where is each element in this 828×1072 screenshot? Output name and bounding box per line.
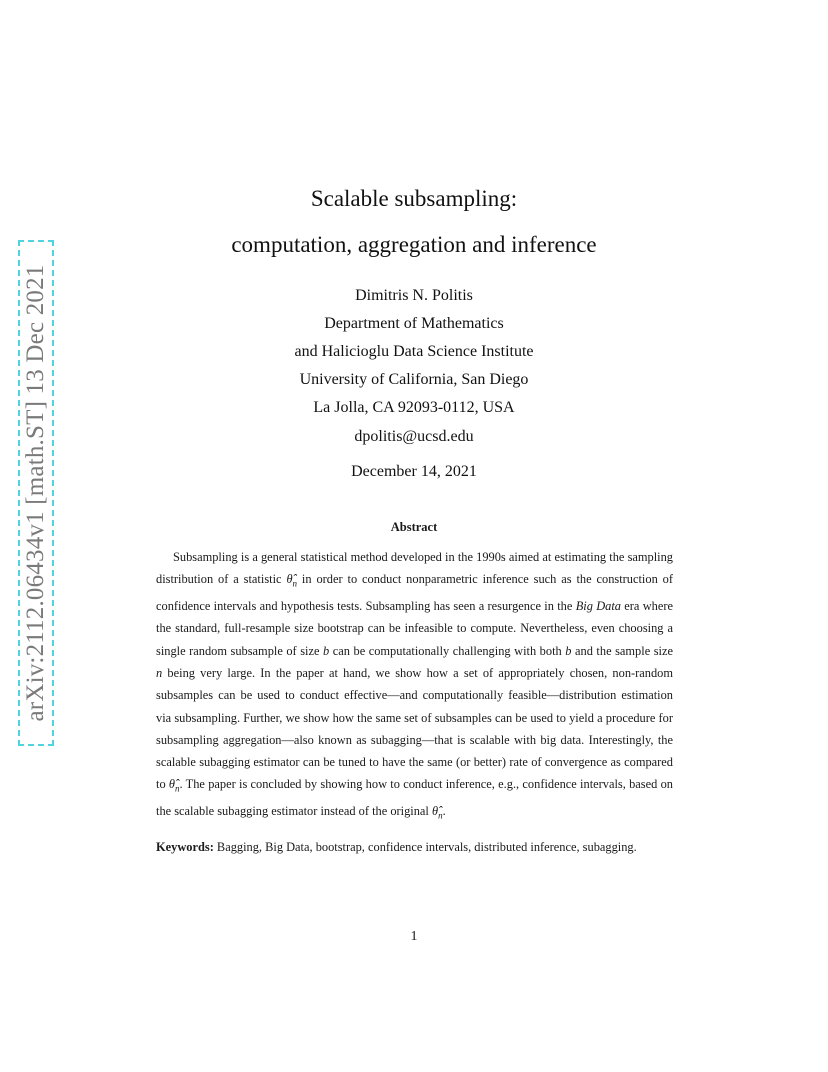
keywords-paragraph xyxy=(156,836,673,858)
abstract-text: Subsampling is a general statistical method developed in the 1990s aimed at estimating the sampling distribution of a statistic $\thetâ_n$ in order to conduct nonparametric inference such as the construction of confidence intervals and hypothesis tests. Subsampling has seen a resurgence in the Big Data era where the standard, full-resample size bootstrap can be infeasible to compute. Nevertheless, even choosing a single random subsample of size b can be computationally challenging with both b and the sample size n being very large. In the paper at hand, we show how a set of appropriately chosen, non-random subsamples can be used to conduct effective—and computationally feasible—distribution estimation via subsampling. Further, we show how the same set of subsamples can be used to yield a procedure for subsampling aggregation—also known as subagging—that is scalable with big data. Interestingly, the scalable subagging estimator can be tuned to have the same (or better) rate of convergence as compared to $\thetâ_n$. The paper is concluded by showing how to conduct inference, e.g., confidence intervals, based on the scalable subagging estimator instead of the original $\thetâ_n$. xyxy=(156,550,673,821)
paper-title-line-2: computation, aggregation and inference xyxy=(231,232,597,257)
paper-title-line-1: Scalable subsampling: xyxy=(310,186,518,211)
author-name: Dimitris N. Politis xyxy=(355,287,473,304)
keywords-list: Bagging, Big Data, bootstrap, confidence intervals, distributed inference, subagging. xyxy=(213,840,637,854)
paper-date: December 14, 2021 xyxy=(351,463,477,480)
arxiv-identifier: arXiv:2112.06434v1 [math.ST] 13 Dec 2021 xyxy=(22,264,49,722)
author-university: University of California, San Diego xyxy=(299,371,529,388)
page-number: 1 xyxy=(410,929,418,944)
author-address: La Jolla, CA 92093-0112, USA xyxy=(313,399,515,416)
keywords-label: Keywords: xyxy=(156,840,214,854)
abstract-heading: Abstract xyxy=(390,520,438,534)
author-email: dpolitis@ucsd.edu xyxy=(354,428,474,445)
author-institute: and Halicioglu Data Science Institute xyxy=(294,343,534,360)
author-department: Department of Mathematics xyxy=(324,315,504,332)
